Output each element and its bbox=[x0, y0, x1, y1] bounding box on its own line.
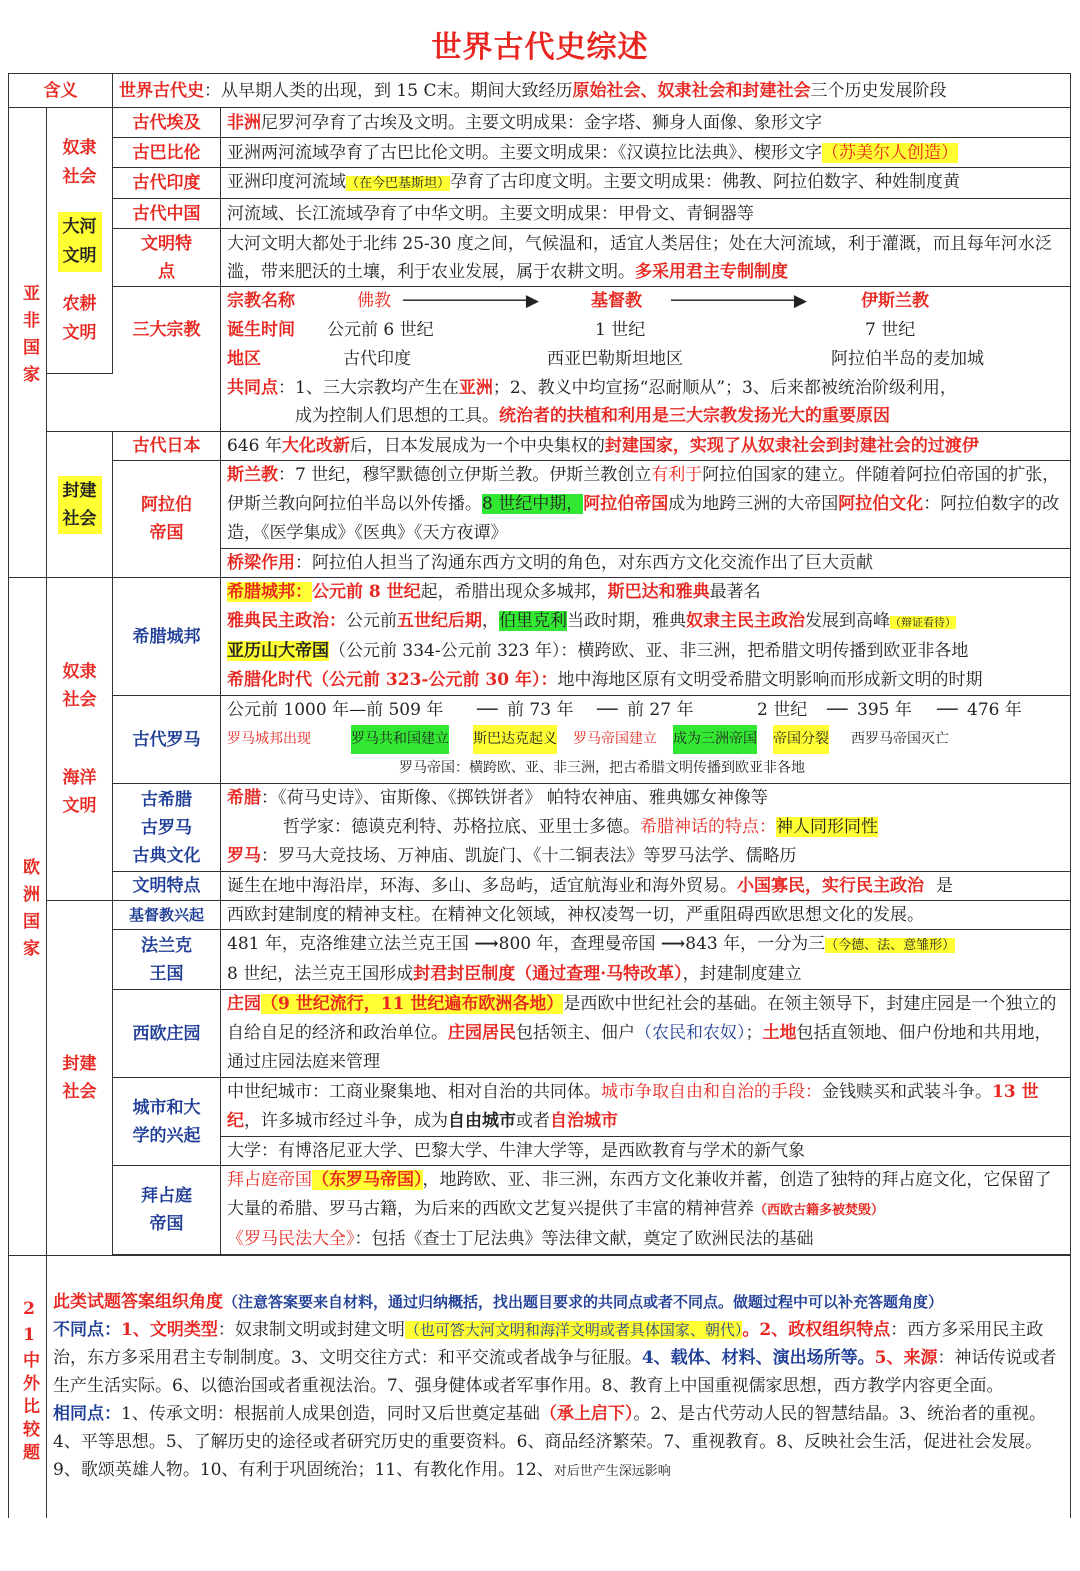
city-text: 中世纪城市：工商业聚集地、相对自治的共同体。城市争取自由和自治的手段：金钱赎买和武装斗争。13 世纪，许多城市经过斗争，成为自由城市或者自治城市 bbox=[221, 1078, 1071, 1137]
classic-row bbox=[9, 784, 1071, 872]
civ-feature-label: 文明特点 bbox=[113, 872, 221, 901]
features-text: 大河文明大都处于北纬 25-30 度之间，气候温和，适宜人类居住；处在大河流域，利于灌溉，而且每年河水泛滥，带来肥沃的土壤，利于农业发展，属于农耕文明。多采用君主专制制度 bbox=[221, 229, 1071, 287]
christianity-row bbox=[9, 901, 1071, 930]
china-label: 古代中国 bbox=[113, 199, 221, 229]
rome-label: 古代罗马 bbox=[113, 696, 221, 784]
arab-islam-text: 斯兰教：7 世纪，穆罕默德创立伊斯兰教。伊斯兰教创立有利于阿拉伯国家的建立。伴随着阿拉伯帝国的扩张，伊斯兰教向阿拉伯半岛以外传播。8 世纪中期，阿拉伯帝国成为地跨三洲的大帝国阿拉伯文化：阿拉伯数字的改造，《医学集成》《医典》《天方夜谭》 bbox=[221, 461, 1071, 549]
egypt-label: 古代埃及 bbox=[113, 108, 221, 138]
japan-label: 古代日本 bbox=[113, 432, 221, 461]
byzantine-label: 拜占庭帝国 bbox=[113, 1166, 221, 1255]
arab-label: 阿拉伯帝国 bbox=[113, 461, 221, 578]
byzantine-row bbox=[9, 1166, 1071, 1255]
byzantine-text: 拜占庭帝国（东罗马帝国），地跨欧、亚、非三洲，东西方文化兼收并蓄，创造了独特的拜占庭文化，它保留了大量的希腊、罗马古籍，为后来的西欧文艺复兴提供了丰富的精神营养（西欧古籍多被焚毁） 《罗马民法大全》：包括《查士丁尼法典》等法律文献，奠定了欧洲民法的基础 bbox=[221, 1166, 1071, 1255]
frank-label: 法兰克王国 bbox=[113, 930, 221, 990]
asia-feudal-cell: 封建社会 bbox=[47, 432, 113, 578]
japan-row bbox=[9, 432, 1071, 461]
christianity-text: 西欧封建制度的精神支柱。在精神文化领域，神权凌驾一切，严重阻碍西欧思想文化的发展。 bbox=[221, 901, 1071, 930]
religion-common-spacer bbox=[47, 374, 221, 432]
religion-common-text: 共同点：1、三大宗教均产生在亚洲；2、教义中均宣扬“忍耐顺从”；3、后来都被统治阶级利用， 成为控制人们思想的工具。统治者的扶植和利用是三大宗教发扬光大的重要原因 bbox=[221, 374, 1071, 432]
frank-row bbox=[9, 930, 1071, 990]
civ-feature-text: 诞生在地中海沿岸，环海、多山、多岛屿，适宜航海业和海外贸易。小国寡民，实行民主政治 是 bbox=[221, 872, 1071, 901]
religion-areas: 地区 古代印度 西亚巴勒斯坦地区 阿拉伯半岛的麦加城 bbox=[221, 345, 1071, 374]
compare-row bbox=[9, 1256, 1071, 1518]
babylon-label: 古巴比伦 bbox=[113, 138, 221, 168]
egypt-row bbox=[9, 108, 1071, 138]
religion-times: 诞生时间 公元前 6 世纪 1 世纪 7 世纪 bbox=[221, 316, 1071, 345]
definition-label: 含义 bbox=[9, 74, 113, 108]
china-text: 河流域、长江流域孕育了中华文明。主要文明成果：甲骨文、青铜器等 bbox=[221, 199, 1071, 229]
greece-label: 希腊城邦 bbox=[113, 578, 221, 696]
region-asia-label: 亚非国家 bbox=[9, 108, 47, 578]
india-row bbox=[9, 168, 1071, 199]
india-label: 古代印度 bbox=[113, 168, 221, 199]
city-row bbox=[9, 1078, 1071, 1137]
frank-text: 481 年，克洛维建立法兰克王国 ⟶800 年，查理曼帝国 ⟶843 年，一分为三（今德、法、意雏形） 8 世纪，法兰克王国形成封君封臣制度（通过查理·马特改革），封建制度建立 bbox=[221, 930, 1071, 990]
compare-same: 相同点：1、传承文明：根据前人成果创造，同时又后世奠定基础（承上启下）。2、是古代劳动人民的智慧结晶。3、统治者的重视。4、平等思想。5、了解历史的途径或者研究历史的重要资料。6、商品经济繁荣。7、重视教育。8、反映社会生活，促进社会发展。9、歌颂英雄人物。10、有利于巩固统治；11、有教化作用。12、对后世产生深远影响 bbox=[53, 1403, 1046, 1480]
compare-intro: 此类试题答案组织角度（注意答案要来自材料，通过归纳概括，找出题目要求的共同点或者不同点。做题过程中可以补充答题角度） bbox=[53, 1291, 944, 1312]
region-compare-label: 21中外比较题 bbox=[9, 1256, 47, 1518]
civ-feature-row bbox=[9, 872, 1071, 901]
babylon-text: 亚洲两河流域孕育了古巴比伦文明。主要文明成果：《汉谟拉比法典》、楔形文字（苏美尔人创造） bbox=[221, 138, 1071, 168]
manor-text: 庄园（9 世纪流行，11 世纪遍布欧洲各地）是西欧中世纪社会的基础。在领主领导下，封建庄园是一个独立的自给自足的经济和政治单位。庄园居民包括领主、佃户（农民和农奴）；土地包括直领地、佃户份地和共用地，通过庄园法庭来管理 bbox=[221, 990, 1071, 1078]
rome-timeline-times: 公元前 1000 年—前 509 年 ── 前 73 年 ── 前 27 年 2 世纪 ── 395 年 ── 476 年 bbox=[227, 700, 1022, 720]
christianity-label: 基督教兴起 bbox=[113, 901, 221, 930]
rome-note: 罗马帝国：横跨欧、亚、非三洲，把古希腊文明传播到欧亚非各地 bbox=[399, 760, 805, 776]
history-summary-table bbox=[8, 73, 1071, 1518]
india-text: 亚洲印度河流域（在今巴基斯坦）孕育了古印度文明。主要文明成果：佛教、阿拉伯数字、种姓制度黄 bbox=[221, 168, 1071, 199]
egypt-text: 非洲尼罗河孕育了古埃及文明。主要文明成果：金字塔、狮身人面像、象形文字 bbox=[221, 108, 1071, 138]
compare-diff: 不同点：1、文明类型：奴隶制文明或封建文明（也可答大河文明和海洋文明或者具体国家、朝代）。2、政权组织特点：西方多采用民主政治，东方多采用君主专制制度。3、文明交往方式：和平交流或者战争与征服。4、载体、材料、演出场所等。5、来源：神话传说或者生产生活实际。6、以德治国或者重视法治。7、强身健体或者军事作用。8、教育上中国重视儒家思想，西方教学内容更全面。 bbox=[53, 1319, 1057, 1396]
rome-timeline-events: 罗马城邦出现 罗马共和国建立 斯巴达克起义 罗马帝国建立 成为三洲帝国 帝国分裂 西罗马帝国灭亡 bbox=[227, 725, 1064, 754]
rome-row bbox=[9, 696, 1071, 784]
religion-names: 宗教名称 佛教 ────────────▶ 基督教 ────────────▶ 伊斯兰教 bbox=[221, 287, 1071, 316]
asia-slave-river-cell: 奴隶社会 大河文明 农耕文明 bbox=[47, 108, 113, 374]
features-row bbox=[9, 229, 1071, 287]
classic-text: 希腊：《荷马史诗》、宙斯像、《掷铁饼者》 帕特农神庙、雅典娜女神像等 哲学家：德谟克利特、苏格拉底、亚里士多德。希腊神话的特点：神人同形同性 罗马：罗马大竞技场、万神庙、凯旋门、《十二铜表法》等罗马法学、儒略历 bbox=[221, 784, 1071, 872]
japan-text: 646 年大化改新后，日本发展成为一个中央集权的封建国家，实现了从奴隶社会到封建社会的过渡伊 bbox=[221, 432, 1071, 461]
europe-slave-ocean-cell: 奴隶社会 海洋文明 bbox=[47, 578, 113, 901]
europe-feudal-cell: 封建社会 bbox=[47, 901, 113, 1256]
manor-row bbox=[9, 990, 1071, 1078]
arab-row bbox=[9, 461, 1071, 549]
arab-bridge-text: 桥梁作用：阿拉伯人担当了沟通东西方文明的角色，对东西方文化交流作出了巨大贡献 bbox=[221, 549, 1071, 578]
region-europe-label: 欧洲国家 bbox=[9, 578, 47, 1256]
page-title: 世界古代史综述 bbox=[431, 30, 649, 65]
city-label: 城市和大学的兴起 bbox=[113, 1078, 221, 1166]
definition-text: 世界古代史：从早期人类的出现，到 15 C末。期间大致经历原始社会、奴隶社会和封建社会三个历史发展阶段 bbox=[113, 74, 1071, 108]
definition-row bbox=[9, 74, 1071, 108]
rome-text bbox=[221, 696, 1071, 784]
compare-text bbox=[47, 1256, 1071, 1518]
china-row bbox=[9, 199, 1071, 229]
religion-common-row bbox=[9, 374, 1071, 432]
religions-label: 三大宗教 bbox=[113, 287, 221, 374]
classic-label: 古希腊 古罗马 古典文化 bbox=[113, 784, 221, 872]
babylon-row bbox=[9, 138, 1071, 168]
manor-label: 西欧庄园 bbox=[113, 990, 221, 1078]
greece-text: 希腊城邦：公元前 8 世纪起，希腊出现众多城邦，斯巴达和雅典最著名 雅典民主政治：公元前五世纪后期，伯里克利当政时期，雅典奴隶主民主政治发展到高峰（辩证看待） 亚历山大帝国（公元前 334-公元前 323 年）：横跨欧、亚、非三洲，把希腊文明传播到欧亚非各地 希腊化时代（公元前 323-公元前 30 年）：地中海地区原有文明受希腊文明影响而形成新文明的时期 bbox=[221, 578, 1071, 696]
university-text: 大学：有博洛尼亚大学、巴黎大学、牛津大学等，是西欧教育与学术的新气象 bbox=[221, 1137, 1071, 1166]
greece-row bbox=[9, 578, 1071, 696]
religion-name-row bbox=[9, 287, 1071, 316]
features-label: 文明特点 bbox=[113, 229, 221, 287]
